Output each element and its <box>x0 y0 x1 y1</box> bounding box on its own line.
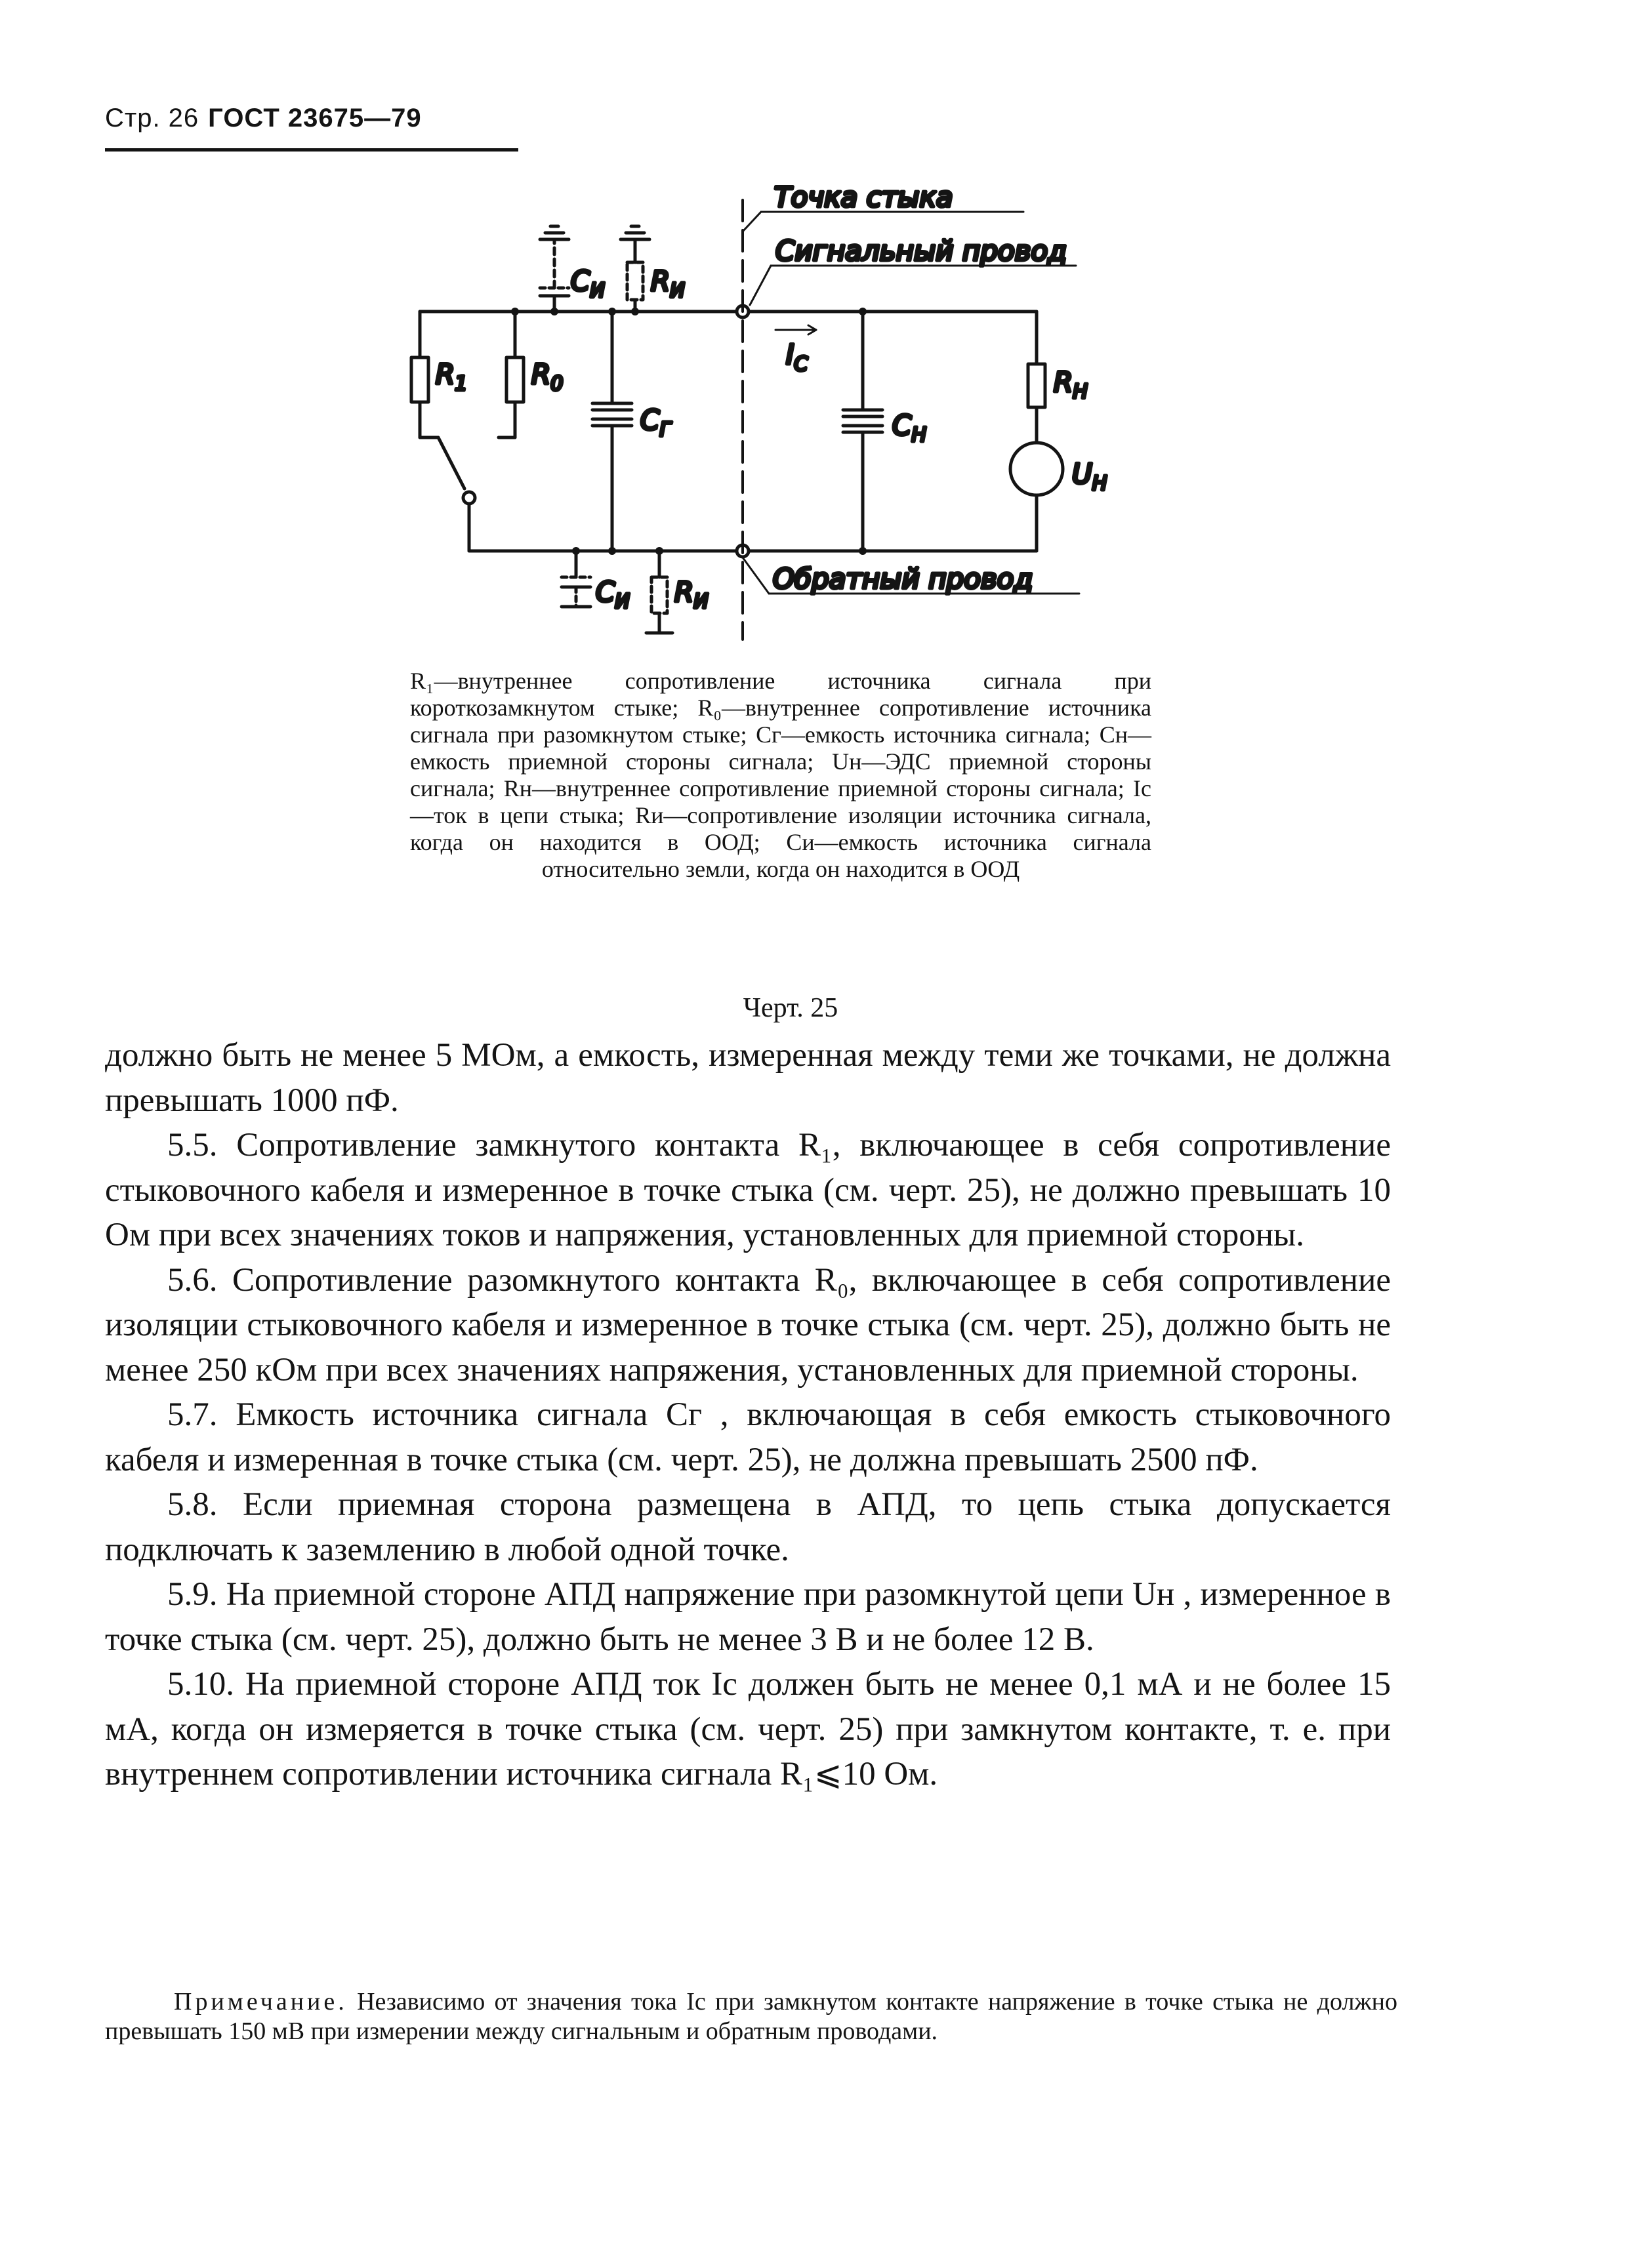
signal-wire <box>420 312 1037 551</box>
clause-5-5: 5.5. Сопротивление замкнутого контакта R₁, включающее в себя сопротивление стыковочного кабеля и измеренное в точке стыка (см. черт. 25), не должно превышать 10 Ом при всех значениях токов и напряжения, установленных для приемной стороны. <box>105 1127 1391 1253</box>
cg-label: $C_Г$ <box>640 404 671 441</box>
ci-bottom-label: $C_И$ <box>596 576 630 613</box>
resistor-rn <box>1028 364 1045 407</box>
ri-top-label: $R_И$ <box>651 265 685 302</box>
header-rule <box>105 148 518 152</box>
note-text: Независимо от значения тока Iс при замкнутом контакте напряжение в точке стыка не должно превышать 150 мВ при измерении между сигнальным и обратным проводами. <box>105 1988 1397 2045</box>
clause-5-6: 5.6. Сопротивление разомкнутого контакта R₀, включающее в себя сопротивление изоляции стыковочного кабеля и измеренное в точке стыка (см. черт. 25), должно быть не менее 250 кОм при всех значениях напряжения, установленных для приемной стороны. <box>105 1261 1391 1388</box>
junction-nodes <box>511 308 867 555</box>
rn-label: $R_Н$ <box>1054 366 1088 403</box>
resistor-ri-top <box>621 226 650 312</box>
circuit-diagram <box>367 180 1148 669</box>
standard-number: ГОСТ 23675—79 <box>208 104 422 132</box>
junction-point-label: Точка стыка <box>774 181 953 213</box>
cn-label: $C_Н$ <box>892 409 926 447</box>
capacitor-cn <box>843 312 882 551</box>
page-header <box>105 98 518 138</box>
r1-label: $R_1$ <box>436 358 468 395</box>
note-label: Примечание. <box>174 1988 348 2015</box>
capacitor-ci-top <box>540 226 569 312</box>
signal-wire-label: Сигнальный провод <box>775 235 1067 267</box>
note <box>105 1987 1397 2046</box>
return-wire-label: Обратный провод <box>773 563 1033 595</box>
voltage-source-un <box>1010 443 1063 495</box>
page-number-label: Стр. 26 <box>105 104 199 132</box>
figure-legend: R₁—внутреннее сопротивление источника сигнала при короткозамкнутом стыке; R₀—внутреннее сопротивление источника сигнала при разомкнутом стыке; Cг—емкость источника сигнала; Cн—емкость приемной стороны сигнала; Uн—ЭДС приемной стороны сигнала; Rн—внутреннее сопротивление приемной стороны сигнала; Iс—ток в цепи стыка; Rи—сопротивление изоляции источника сигнала, когда он находится в ООД; Cи—емкость источника сигнала относительно земли, когда он находится в ООД <box>410 668 1151 882</box>
clause-5-9: 5.9. На приемной стороне АПД напряжение при разомкнутой цепи Uн , измеренное в точке стыка (см. черт. 25), должно быть не менее 3 В и не более 12 В. <box>105 1576 1391 1658</box>
un-label: $U_Н$ <box>1072 458 1107 495</box>
clause-5-8: 5.8. Если приемная сторона размещена в АПД, то цепь стыка допускается подключать к заземлению в любой одной точке. <box>105 1486 1391 1568</box>
capacitor-ci-bottom <box>562 551 590 607</box>
continuation-paragraph: должно быть не менее 5 МОм, а емкость, измеренная между теми же точками, не должна превышать 1000 пФ. <box>105 1037 1391 1119</box>
switch-contact <box>438 437 475 551</box>
resistor-ri-bottom <box>646 551 672 633</box>
ri-bottom-label: $R_И$ <box>674 576 709 613</box>
ci-top-label: $C_И$ <box>571 265 605 302</box>
current-arrow <box>775 325 816 334</box>
figure-caption: Черт. 25 <box>743 993 838 1023</box>
resistor-r0 <box>499 312 524 437</box>
r0-label: $R_0$ <box>531 358 564 395</box>
ic-label: $I_С$ <box>786 338 808 376</box>
capacitor-cg <box>592 312 632 551</box>
resistor-r1 <box>411 312 438 437</box>
clause-5-7: 5.7. Емкость источника сигнала Cг , включающая в себя емкость стыковочного кабеля и измеренная в точке стыка (см. черт. 25), не должна превышать 2500 пФ. <box>105 1396 1391 1478</box>
clause-5-10: 5.10. На приемной стороне АПД ток Iс должен быть не менее 0,1 мА и не более 15 мА, когда он измеряется в точке стыка (см. черт. 25) при замкнутом контакте, т. е. при внутреннем сопротивлении источника сигнала R₁⩽10 Ом. <box>105 1666 1391 1792</box>
body-text <box>105 1033 1391 1797</box>
